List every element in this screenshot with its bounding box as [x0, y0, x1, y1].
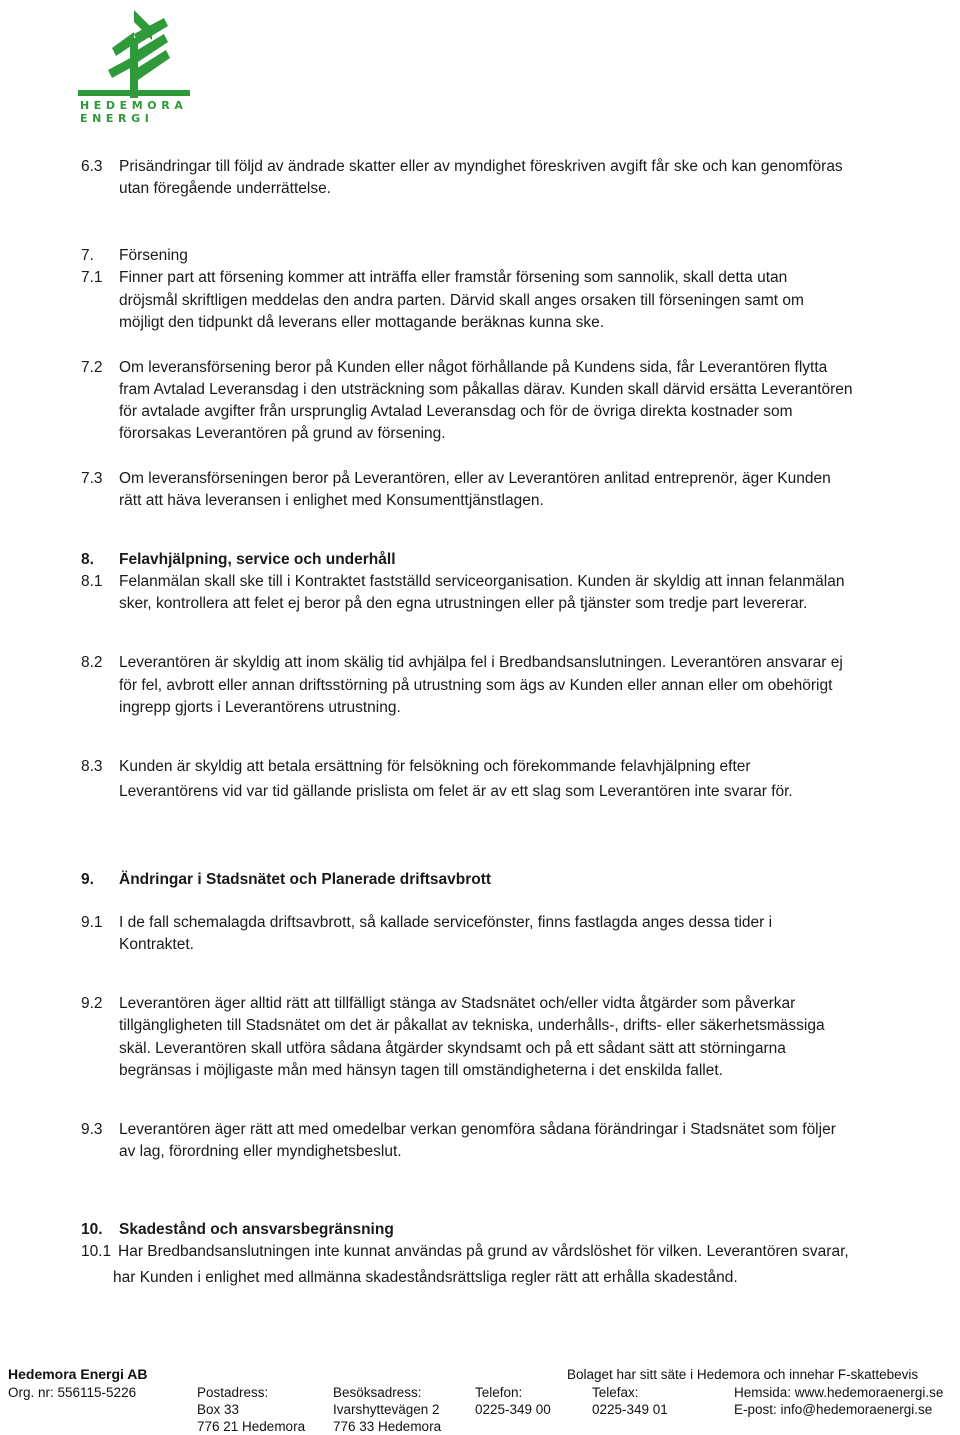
footer-fax-label: Telefax:	[592, 1385, 639, 1400]
clause-line: förorsakas Leverantören på grund av försening.	[119, 425, 446, 442]
footer-visit-label: Besöksadress:	[333, 1385, 422, 1400]
footer-postal-line1: Box 33	[197, 1402, 240, 1417]
page-footer	[0, 1362, 960, 1433]
section-heading: Ändringar i Stadsnätet och Planerade driftsavbrott	[119, 871, 492, 888]
clause-line: möjligt den tidpunkt då leverans eller mottagande beräknas kunna ske.	[119, 314, 605, 331]
clause-line: begränsas i möjligaste mån med hänsyn tagen till omständigheterna i det enskilda fallet.	[119, 1062, 723, 1079]
clause-number: 9.1	[81, 914, 103, 931]
clause-number: 7.1	[81, 269, 103, 286]
clause-line: av lag, förordning eller myndighetsbeslut.	[119, 1143, 402, 1160]
clause-line: skäl. Leverantören skall utföra sådana åtgärder skyndsamt och på ett sådant sätt att störningarna	[119, 1040, 786, 1057]
clause-number: 7.2	[81, 359, 103, 376]
footer-company: Hedemora Energi AB	[8, 1366, 148, 1382]
footer-seat: Bolaget har sitt säte i Hedemora och innehar F-skattebevis	[567, 1367, 919, 1382]
clause-line: utan föregående underrättelse.	[119, 180, 331, 197]
clause-line: Leverantören äger rätt att med omedelbar verkan genomföra sådana förändringar i Stadsnätet som följer	[119, 1121, 836, 1138]
clause-number: 7.3	[81, 470, 103, 487]
clause-line: Prisändringar till följd av ändrade skatter eller av myndighet föreskriven avgift får ske och kan genomföras	[119, 158, 843, 175]
clause-line: Felanmälan skall ske till i Kontraktet fastställd serviceorganisation. Kunden är skyldig att innan felanmälan	[119, 573, 845, 590]
section-heading: Felavhjälpning, service och underhåll	[119, 551, 396, 568]
section-number: 10.	[81, 1221, 103, 1238]
clause-number: 8.1	[81, 573, 103, 590]
clause-number: 9.2	[81, 995, 103, 1012]
footer-visit-line2: 776 33 Hedemora	[333, 1419, 442, 1434]
section-heading: Skadestånd och ansvarsbegränsning	[119, 1221, 394, 1238]
logo-text-energi: ENERGI	[80, 112, 154, 125]
clause-line: Kunden är skyldig att betala ersättning för felsökning och förekommande felavhjälpning efter	[119, 758, 751, 775]
clause-line: sker, kontrollera att felet ej beror på den egna utrustningen eller på tjänster som tredje part levererar.	[119, 595, 808, 612]
clause-line: Leverantörens vid var tid gällande prislista om felet är av ett slag som Leverantören inte svarar för.	[119, 783, 793, 800]
footer-postal-line2: 776 21 Hedemora	[197, 1419, 306, 1434]
footer-phone-label: Telefon:	[475, 1385, 523, 1400]
clause-line: tillgängligheten till Stadsnätet om det är påkallat av tekniska, underhålls-, drifts- eller säkerhetsmässiga	[119, 1017, 825, 1034]
footer-email: E-post: info@hedemoraenergi.se	[734, 1402, 933, 1417]
clause-number: 8.2	[81, 654, 103, 671]
clause-number: 9.3	[81, 1121, 103, 1138]
footer-fax: 0225-349 01	[592, 1402, 668, 1417]
footer-visit-line1: Ivarshyttevägen 2	[333, 1402, 440, 1417]
clause-line: Har Bredbandsanslutningen inte kunnat användas på grund av vårdslöshet för vilken. Leverantören svarar,	[118, 1243, 849, 1260]
clause-number: 10.1	[81, 1243, 112, 1260]
clause-line: ingrepp gjorts i Leverantörens utrustning.	[119, 699, 401, 716]
clause-line: dröjsmål skriftligen meddelas den andra parten. Därvid skall anges orsaken till förseningen samt om	[119, 292, 804, 309]
clause-line: fram Avtalad Leveransdag i den utsträckning som påkallas därav. Kunden skall därvid ersätta Leverantören	[119, 381, 853, 398]
section-number: 9.	[81, 871, 94, 888]
clause-line: Om leveransförseningen beror på Leverantören, eller av Leverantören anlitad entreprenör, äger Kunden	[119, 470, 831, 487]
clause-line: har Kunden i enlighet med allmänna skadeståndsrättsliga regler rätt att erhålla skadestånd.	[113, 1269, 738, 1286]
clause-number: 6.3	[81, 158, 103, 175]
footer-phone: 0225-349 00	[475, 1402, 551, 1417]
footer-org-number: Org. nr: 556115-5226	[8, 1385, 137, 1400]
clause-line: för avtalade avgifter från ursprunglig Avtalad Leveransdag och för de övriga direkta kostnader som	[119, 403, 793, 420]
clause-line: Kontraktet.	[119, 936, 194, 953]
clause-line: för fel, avbrott eller annan driftsstörning på utrustning som ägs av Kunden eller annan eller om obehörigt	[119, 677, 833, 694]
section-heading: Försening	[119, 247, 188, 264]
company-logo	[72, 4, 196, 126]
clause-line: Finner part att försening kommer att inträffa eller framstår försening som sannolik, skall detta utan	[119, 269, 788, 286]
footer-website: Hemsida: www.hedemoraenergi.se	[734, 1385, 944, 1400]
clause-number: 8.3	[81, 758, 103, 775]
clause-line: rätt att häva leveransen i enlighet med Konsumenttjänstlagen.	[119, 492, 544, 509]
section-number: 7.	[81, 247, 94, 264]
logo-leaf-icon	[72, 4, 196, 100]
clause-line: Leverantören är skyldig att inom skälig tid avhjälpa fel i Bredbandsanslutningen. Leverantören ansvarar ej	[119, 654, 843, 671]
clause-line: Leverantören äger alltid rätt att tillfälligt stänga av Stadsnätet och/eller vidta åtgärder som påverkar	[119, 995, 796, 1012]
clause-line: I de fall schemalagda driftsavbrott, så kallade servicefönster, finns fastlagda anges dessa tider i	[119, 914, 773, 931]
footer-postal-label: Postadress:	[197, 1385, 269, 1400]
logo-text-hedemora: HEDEMORA	[80, 99, 188, 112]
section-number: 8.	[81, 551, 94, 568]
clause-line: Om leveransförsening beror på Kunden eller något förhållande på Kundens sida, får Leverantören flytta	[119, 359, 828, 376]
